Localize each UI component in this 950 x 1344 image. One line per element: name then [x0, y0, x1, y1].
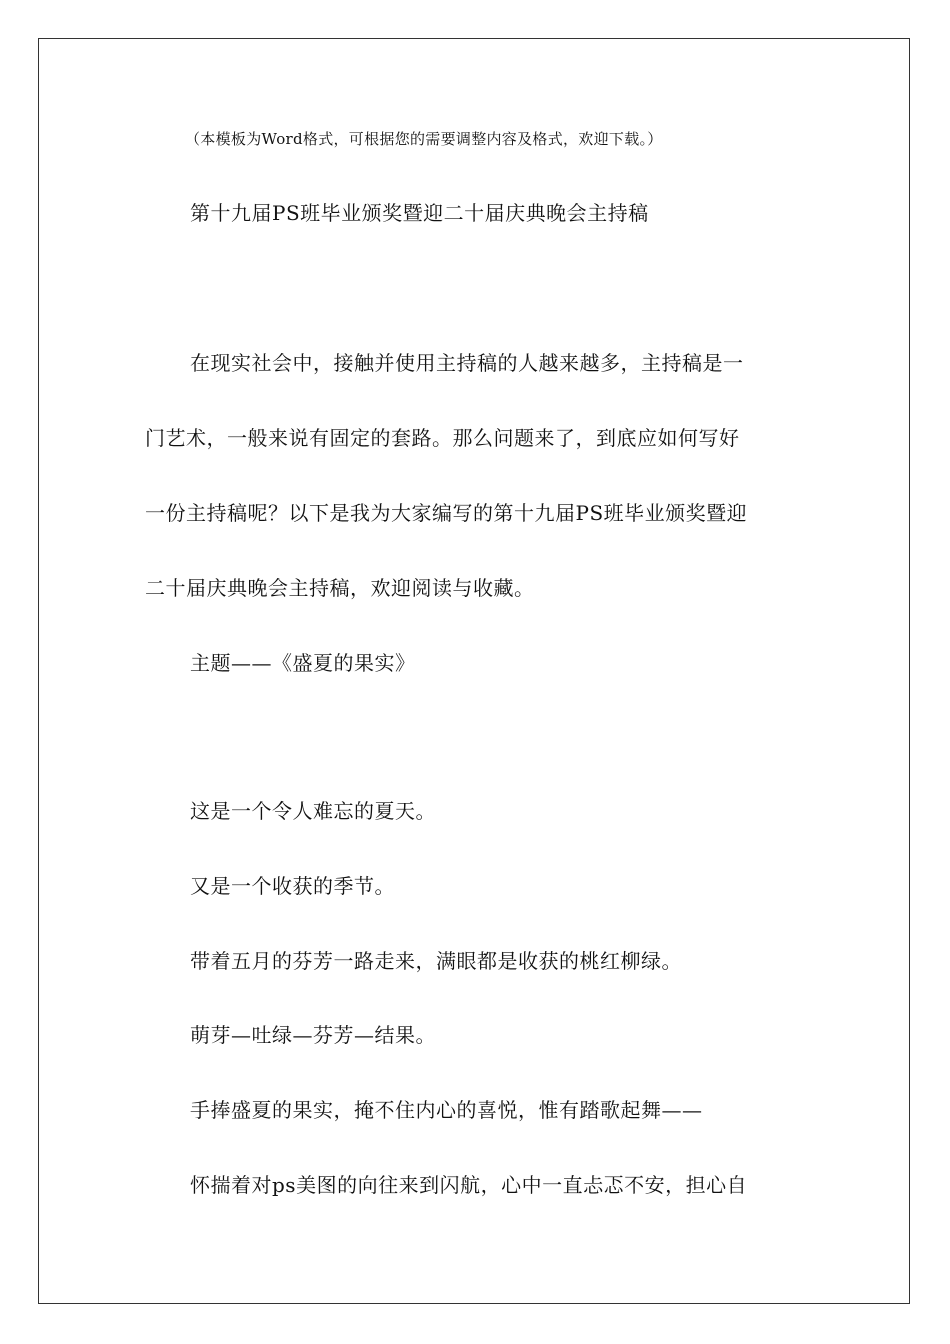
document-title: 第十九届PS班毕业颁奖暨迎二十届庆典晚会主持稿 [190, 201, 649, 225]
body-line-5: 手捧盛夏的果实，掩不住内心的喜悦，惟有踏歌起舞—— [190, 1098, 703, 1122]
intro-line-1: 在现实社会中，接触并使用主持稿的人越来越多，主持稿是一 [190, 351, 744, 375]
intro-line-2: 门艺术，一般来说有固定的套路。那么问题来了，到底应如何写好 [145, 426, 740, 450]
body-line-1: 这是一个令人难忘的夏天。 [190, 799, 436, 823]
intro-line-4: 二十届庆典晚会主持稿，欢迎阅读与收藏。 [145, 576, 535, 600]
body-line-2: 又是一个收获的季节。 [190, 874, 395, 898]
body-line-4: 萌芽—吐绿—芬芳—结果。 [190, 1023, 436, 1047]
template-note: （本模板为Word格式，可根据您的需要调整内容及格式，欢迎下载。） [185, 130, 663, 148]
theme-line: 主题——《盛夏的果实》 [190, 651, 416, 675]
body-line-6: 怀揣着对ps美图的向往来到闪航，心中一直忐忑不安，担心自 [190, 1173, 748, 1197]
body-line-3: 带着五月的芬芳一路走来，满眼都是收获的桃红柳绿。 [190, 949, 682, 973]
intro-line-3: 一份主持稿呢？以下是我为大家编写的第十九届PS班毕业颁奖暨迎 [145, 501, 748, 525]
